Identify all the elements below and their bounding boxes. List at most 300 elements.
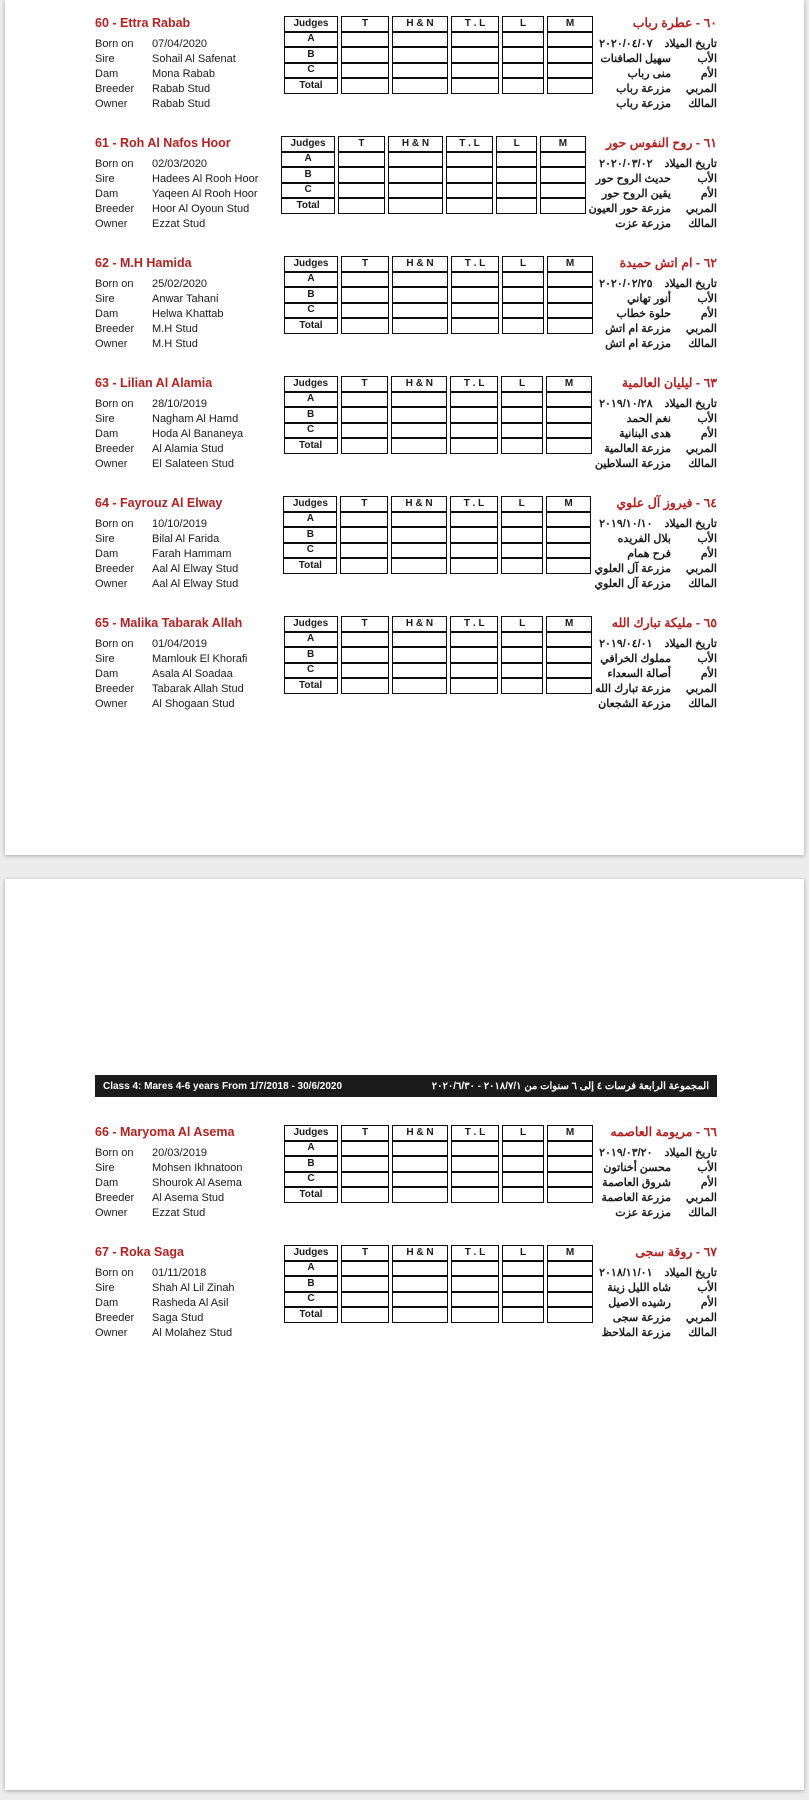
- field-sire-ar: [596, 52, 717, 67]
- total-cell: [392, 1307, 448, 1323]
- dam-label-ar: الأم: [700, 1297, 717, 1309]
- judges-score-table: [281, 1125, 596, 1203]
- entry-details-ar: [594, 494, 717, 592]
- score-cell: [540, 167, 585, 183]
- score-cell: [392, 647, 448, 663]
- owner-label-en: Owner: [95, 1207, 128, 1219]
- total-cell: [547, 78, 593, 94]
- born-label-ar: تاريخ الميلاد: [664, 278, 717, 290]
- breeder-label-ar: المربي: [685, 203, 717, 215]
- score-cell: [391, 392, 447, 408]
- breeder-label-ar: المربي: [685, 443, 717, 455]
- score-cell: [547, 303, 593, 319]
- born-label-ar: تاريخ الميلاد: [664, 158, 717, 170]
- owner-value-ar: مزرعة عزت: [615, 218, 671, 230]
- field-born-ar: [596, 1146, 717, 1161]
- judge-b-row: [284, 1276, 593, 1292]
- born-value-en: 01/04/2019: [152, 638, 208, 650]
- owner-label-ar: المالك: [688, 218, 717, 230]
- dam-label-en: Dam: [95, 668, 119, 680]
- score-cell: [501, 423, 543, 439]
- total-cell: [446, 198, 493, 214]
- score-cell: [502, 63, 544, 79]
- sire-value-ar: محسن أخناتون: [603, 1162, 671, 1174]
- field-owner-ar: [595, 697, 717, 712]
- judge-c-label: C: [284, 1292, 338, 1308]
- total-cell: [391, 438, 447, 454]
- total-cell: [450, 438, 498, 454]
- score-cell: [502, 1292, 544, 1308]
- owner-label-ar: المالك: [688, 1327, 717, 1339]
- judges-score-table: [281, 16, 596, 94]
- breeder-value-en: Tabarak Allah Stud: [152, 683, 244, 695]
- judge-a-row: [284, 272, 593, 288]
- total-cell: [546, 438, 592, 454]
- field-breeder-ar: [596, 322, 717, 337]
- t-col-header: T: [341, 376, 389, 392]
- score-cell: [450, 512, 498, 528]
- tl-col-header: T . L: [451, 256, 499, 272]
- field-owner-ar: [594, 577, 717, 592]
- sire-value-en: Hadees Al Rooh Hoor: [152, 173, 259, 185]
- score-cell: [391, 423, 447, 439]
- hn-col-header: H & N: [392, 16, 448, 32]
- page-2-entries: [95, 1123, 717, 1363]
- born-value-ar: ٢٠١٩/٠٣/٢٠: [599, 1147, 653, 1159]
- l-col-header: L: [496, 136, 537, 152]
- horse-entry: [95, 1243, 717, 1363]
- score-cell: [391, 543, 447, 559]
- score-cell: [547, 32, 593, 48]
- breeder-value-en: M.H Stud: [152, 323, 198, 335]
- field-owner-en: [95, 577, 280, 592]
- score-cell: [502, 1172, 544, 1188]
- owner-value-en: El Salateen Stud: [152, 458, 234, 470]
- field-dam-en: [95, 187, 278, 202]
- total-cell: [451, 1187, 499, 1203]
- entry-title-ar: ٦٤ - فيروز آل علوي: [616, 496, 717, 510]
- score-cell: [450, 647, 498, 663]
- score-cell: [392, 663, 448, 679]
- owner-label-en: Owner: [95, 338, 128, 350]
- score-cell: [502, 47, 544, 63]
- dam-label-en: Dam: [95, 1177, 119, 1189]
- score-cell: [341, 632, 389, 648]
- owner-value-en: Al Molahez Stud: [152, 1327, 233, 1339]
- sire-value-ar: أنور تهاني: [627, 293, 671, 305]
- sire-label-ar: الأب: [697, 173, 717, 185]
- field-dam-en: [95, 67, 281, 82]
- field-dam-en: [95, 667, 281, 682]
- judge-c-row: [284, 1292, 593, 1308]
- score-cell: [450, 407, 498, 423]
- hn-col-header: H & N: [392, 616, 448, 632]
- born-label-en: Born on: [95, 638, 134, 650]
- sire-label-en: Sire: [95, 413, 115, 425]
- born-label-en: Born on: [95, 1267, 134, 1279]
- total-label: Total: [281, 198, 335, 214]
- total-cell: [450, 678, 498, 694]
- score-cell: [341, 1141, 389, 1157]
- dam-label-en: Dam: [95, 548, 119, 560]
- field-born-en: [95, 517, 280, 532]
- field-sire-ar: [595, 412, 717, 427]
- score-cell: [450, 527, 498, 543]
- field-born-ar: [596, 37, 717, 52]
- owner-value-en: M.H Stud: [152, 338, 198, 350]
- field-dam-en: [95, 1296, 281, 1311]
- dam-label-ar: الأم: [700, 68, 717, 80]
- born-label-en: Born on: [95, 398, 134, 410]
- score-cell: [338, 152, 385, 168]
- score-cell: [547, 287, 593, 303]
- score-cell: [451, 63, 499, 79]
- field-owner-en: [95, 217, 278, 232]
- judge-a-label: A: [283, 512, 337, 528]
- score-cell: [501, 527, 543, 543]
- owner-label-ar: المالك: [688, 98, 717, 110]
- score-cell: [446, 152, 493, 168]
- total-cell: [540, 198, 585, 214]
- total-cell: [547, 1307, 593, 1323]
- class-header-bar: [95, 1075, 717, 1097]
- t-col-header: T: [338, 136, 385, 152]
- score-cell: [547, 1141, 593, 1157]
- score-cell: [340, 543, 388, 559]
- score-cell: [392, 287, 448, 303]
- owner-value-ar: مزرعة الملاحظ: [601, 1327, 671, 1339]
- judge-c-label: C: [284, 1172, 338, 1188]
- total-row: [281, 198, 585, 214]
- entry-details-ar: [596, 254, 717, 352]
- total-cell: [502, 78, 544, 94]
- entry-title-ar: ٦٢ - ام اتش حميدة: [619, 256, 717, 270]
- judges-header-row: [284, 1125, 593, 1141]
- entry-title-en: 65 - Malika Tabarak Allah: [95, 616, 243, 630]
- entry-title-en: 64 - Fayrouz Al Elway: [95, 496, 223, 510]
- judges-score-table: [281, 616, 595, 694]
- score-cell: [546, 632, 592, 648]
- judges-col-header: Judges: [284, 256, 338, 272]
- born-value-ar: ٢٠٢٠/٠٤/٠٧: [599, 38, 653, 50]
- total-row: [284, 1187, 593, 1203]
- sire-label-en: Sire: [95, 653, 115, 665]
- field-breeder-ar: [595, 682, 717, 697]
- score-cell: [496, 183, 537, 199]
- dam-value-ar: هدى البنانية: [619, 428, 671, 440]
- entry-details-en: [95, 494, 280, 592]
- tl-col-header: T . L: [450, 376, 498, 392]
- owner-label-en: Owner: [95, 98, 128, 110]
- score-cell: [392, 272, 448, 288]
- dam-value-en: Hoda Al Bananeya: [152, 428, 244, 440]
- owner-label-en: Owner: [95, 458, 128, 470]
- score-cell: [392, 63, 448, 79]
- l-col-header: L: [502, 1245, 544, 1261]
- m-col-header: M: [546, 376, 592, 392]
- entry-details-en: [95, 1123, 281, 1221]
- total-cell: [341, 1187, 389, 1203]
- field-sire-en: [95, 52, 281, 67]
- judge-b-row: [284, 407, 592, 423]
- judge-b-row: [284, 47, 593, 63]
- field-born-ar: [595, 397, 717, 412]
- t-col-header: T: [340, 496, 388, 512]
- field-breeder-en: [95, 682, 281, 697]
- breeder-value-en: Al Alamia Stud: [152, 443, 224, 455]
- breeder-value-ar: مزرعة رباب: [616, 83, 671, 95]
- judges-header-row: [283, 496, 591, 512]
- field-owner-en: [95, 697, 281, 712]
- field-breeder-en: [95, 562, 280, 577]
- field-breeder-en: [95, 442, 281, 457]
- judges-header-row: [281, 136, 585, 152]
- score-cell: [341, 663, 389, 679]
- field-sire-en: [95, 292, 281, 307]
- field-dam-ar: [596, 1296, 717, 1311]
- dam-value-en: Mona Rabab: [152, 68, 215, 80]
- judges-header-row: [284, 256, 593, 272]
- owner-label-ar: المالك: [688, 338, 717, 350]
- score-cell: [546, 663, 592, 679]
- horse-entry: [95, 14, 717, 134]
- total-cell: [496, 198, 537, 214]
- score-cell: [446, 167, 493, 183]
- score-cell: [501, 663, 543, 679]
- judge-c-label: C: [284, 423, 338, 439]
- entry-title-ar: ٦٣ - ليليان العالمية: [621, 376, 717, 390]
- score-cell: [392, 1141, 448, 1157]
- sire-label-en: Sire: [95, 173, 115, 185]
- breeder-label-ar: المربي: [685, 323, 717, 335]
- dam-value-en: Yaqeen Al Rooh Hoor: [152, 188, 258, 200]
- entry-details-ar: [595, 614, 717, 712]
- judge-a-row: [284, 1141, 593, 1157]
- breeder-label-ar: المربي: [685, 1192, 717, 1204]
- owner-value-ar: مزرعة رباب: [616, 98, 671, 110]
- total-label: Total: [284, 78, 338, 94]
- m-col-header: M: [546, 496, 592, 512]
- catalog-page-1: [5, 0, 804, 855]
- judge-b-label: B: [284, 647, 338, 663]
- catalog-page-2: [5, 879, 804, 1790]
- total-cell: [547, 1187, 593, 1203]
- total-cell: [392, 78, 448, 94]
- score-cell: [388, 183, 443, 199]
- breeder-label-ar: المربي: [685, 1312, 717, 1324]
- score-cell: [501, 407, 543, 423]
- dam-value-ar: منى رباب: [627, 68, 671, 80]
- sire-label-ar: الأب: [697, 53, 717, 65]
- score-cell: [392, 303, 448, 319]
- dam-value-ar: يقين الروح حور: [601, 188, 671, 200]
- sire-label-en: Sire: [95, 53, 115, 65]
- score-cell: [451, 1276, 499, 1292]
- field-breeder-en: [95, 82, 281, 97]
- total-cell: [392, 1187, 448, 1203]
- field-dam-en: [95, 307, 281, 322]
- score-cell: [450, 392, 498, 408]
- field-breeder-en: [95, 1311, 281, 1326]
- sire-label-ar: الأب: [697, 1162, 717, 1174]
- score-cell: [546, 392, 592, 408]
- breeder-label-ar: المربي: [685, 83, 717, 95]
- field-born-en: [95, 37, 281, 52]
- judge-b-label: B: [284, 407, 338, 423]
- judges-score-table: [280, 496, 594, 574]
- dam-label-ar: الأم: [700, 548, 717, 560]
- dam-label-ar: الأم: [700, 428, 717, 440]
- total-cell: [340, 558, 388, 574]
- entry-title-en: 62 - M.H Hamida: [95, 256, 192, 270]
- score-cell: [547, 1172, 593, 1188]
- sire-value-ar: نغم الحمد: [626, 413, 671, 425]
- score-cell: [341, 647, 389, 663]
- field-sire-en: [95, 1281, 281, 1296]
- judge-a-row: [284, 32, 593, 48]
- horse-entry: [95, 254, 717, 374]
- score-cell: [547, 1261, 593, 1277]
- born-label-en: Born on: [95, 1147, 134, 1159]
- judges-col-header: Judges: [281, 136, 335, 152]
- born-value-en: 20/03/2019: [152, 1147, 208, 1159]
- score-cell: [450, 632, 498, 648]
- sire-label-ar: الأب: [697, 413, 717, 425]
- judge-a-row: [284, 392, 592, 408]
- total-cell: [338, 198, 385, 214]
- born-label-en: Born on: [95, 278, 134, 290]
- born-value-en: 02/03/2020: [152, 158, 208, 170]
- score-cell: [451, 272, 499, 288]
- breeder-label-en: Breeder: [95, 203, 135, 215]
- m-col-header: M: [547, 16, 593, 32]
- total-cell: [501, 558, 543, 574]
- owner-value-ar: مزرعة الشجعان: [598, 698, 671, 710]
- entry-details-ar: [595, 374, 717, 472]
- sire-value-ar: سهيل الصافنات: [600, 53, 671, 65]
- score-cell: [450, 543, 498, 559]
- score-cell: [496, 167, 537, 183]
- score-cell: [392, 1261, 448, 1277]
- owner-value-en: Aal Al Elway Stud: [152, 578, 239, 590]
- field-born-ar: [594, 517, 717, 532]
- sire-label-ar: الأب: [697, 653, 717, 665]
- dam-value-en: Shourok Al Asema: [152, 1177, 242, 1189]
- score-cell: [450, 423, 498, 439]
- field-sire-ar: [589, 172, 717, 187]
- l-col-header: L: [502, 1125, 544, 1141]
- score-cell: [451, 1172, 499, 1188]
- sire-label-ar: الأب: [697, 293, 717, 305]
- entry-title-en: 67 - Roka Saga: [95, 1245, 184, 1259]
- born-label-ar: تاريخ الميلاد: [664, 1267, 717, 1279]
- score-cell: [341, 272, 389, 288]
- score-cell: [502, 1276, 544, 1292]
- judges-score-table: [281, 1245, 596, 1323]
- judges-score-table: [281, 376, 595, 454]
- owner-label-ar: المالك: [688, 698, 717, 710]
- dam-value-en: Farah Hammam: [152, 548, 232, 560]
- entry-details-en: [95, 374, 281, 472]
- judges-header-row: [284, 616, 592, 632]
- judges-header-row: [284, 1245, 593, 1261]
- total-row: [284, 78, 593, 94]
- score-cell: [502, 272, 544, 288]
- score-cell: [341, 32, 389, 48]
- score-cell: [502, 303, 544, 319]
- field-dam-en: [95, 1176, 281, 1191]
- total-label: Total: [284, 1307, 338, 1323]
- field-dam-ar: [595, 667, 717, 682]
- score-cell: [501, 647, 543, 663]
- sire-value-ar: بلال الفريده: [617, 533, 671, 545]
- score-cell: [451, 32, 499, 48]
- m-col-header: M: [547, 256, 593, 272]
- dam-label-ar: الأم: [700, 188, 717, 200]
- total-row: [283, 558, 591, 574]
- field-dam-ar: [596, 67, 717, 82]
- l-col-header: L: [501, 616, 543, 632]
- field-sire-ar: [596, 1161, 717, 1176]
- sire-label-en: Sire: [95, 1162, 115, 1174]
- score-cell: [547, 63, 593, 79]
- judge-c-label: C: [283, 543, 337, 559]
- total-label: Total: [283, 558, 337, 574]
- field-sire-ar: [596, 292, 717, 307]
- owner-value-ar: مزرعة ام اتش: [605, 338, 671, 350]
- entry-title-ar: ٦٠ - عطرة رباب: [632, 16, 717, 30]
- born-value-en: 01/11/2018: [152, 1267, 207, 1279]
- score-cell: [392, 1172, 448, 1188]
- born-value-ar: ٢٠١٩/١٠/١٠: [599, 518, 653, 530]
- dam-label-ar: الأم: [700, 308, 717, 320]
- owner-label-en: Owner: [95, 698, 128, 710]
- t-col-header: T: [341, 16, 389, 32]
- field-born-en: [95, 397, 281, 412]
- hn-col-header: H & N: [392, 1245, 448, 1261]
- judges-col-header: Judges: [284, 1245, 338, 1261]
- field-owner-en: [95, 97, 281, 112]
- field-born-ar: [595, 637, 717, 652]
- score-cell: [540, 183, 585, 199]
- total-cell: [450, 558, 498, 574]
- score-cell: [341, 303, 389, 319]
- score-cell: [341, 407, 389, 423]
- judge-c-row: [284, 63, 593, 79]
- born-label-ar: تاريخ الميلاد: [664, 398, 717, 410]
- entry-details-en: [95, 614, 281, 712]
- score-cell: [338, 167, 385, 183]
- total-cell: [451, 318, 499, 334]
- breeder-value-en: Rabab Stud: [152, 83, 211, 95]
- born-value-en: 10/10/2019: [152, 518, 208, 530]
- entry-details-ar: [596, 1243, 717, 1341]
- field-born-ar: [589, 157, 717, 172]
- score-cell: [391, 512, 447, 528]
- entry-title-ar: ٦٧ - روقة سجى: [635, 1245, 717, 1259]
- total-cell: [502, 1307, 544, 1323]
- score-cell: [392, 632, 448, 648]
- dam-label-en: Dam: [95, 428, 119, 440]
- field-dam-ar: [594, 547, 717, 562]
- judges-score-table: [281, 256, 596, 334]
- score-cell: [547, 1156, 593, 1172]
- score-cell: [547, 272, 593, 288]
- sire-value-en: Mohsen Ikhnatoon: [152, 1162, 243, 1174]
- judge-b-label: B: [281, 167, 335, 183]
- t-col-header: T: [341, 616, 389, 632]
- score-cell: [547, 47, 593, 63]
